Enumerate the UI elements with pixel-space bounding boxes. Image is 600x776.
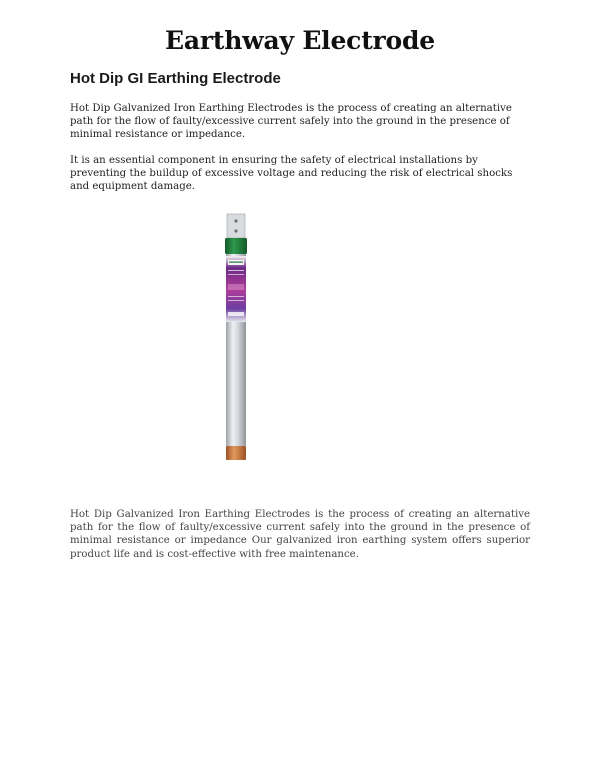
section-heading: Hot Dip GI Earthing Electrode — [70, 70, 281, 87]
closing-paragraph: Hot Dip Galvanized Iron Earthing Electrodes is the process of creating an alternative path for the flow of faulty/excessive current safely into the ground in the presence of minimal resistance or impedance Our galvanized iron earthing system offers superior product life and is cost-effective with free maintenance. — [70, 509, 530, 560]
intro-paragraph: Hot Dip Galvanized Iron Earthing Electrodes is the process of creating an alternative path for the flow of faulty/excessive current safely into the ground in the presence of minimal resistance or impedance. — [70, 103, 512, 141]
copper-tip — [226, 446, 246, 460]
earthing-electrode-image — [212, 212, 260, 464]
top-strip — [227, 214, 245, 238]
green-cap — [225, 238, 247, 254]
product-label — [226, 256, 246, 322]
safety-paragraph: It is an essential component in ensuring the safety of electrical installations by preventing the buildup of excessive voltage and reducing the risk of electrical shocks and equipment damage. — [70, 155, 513, 193]
page-title: Earthway Electrode — [165, 26, 435, 55]
